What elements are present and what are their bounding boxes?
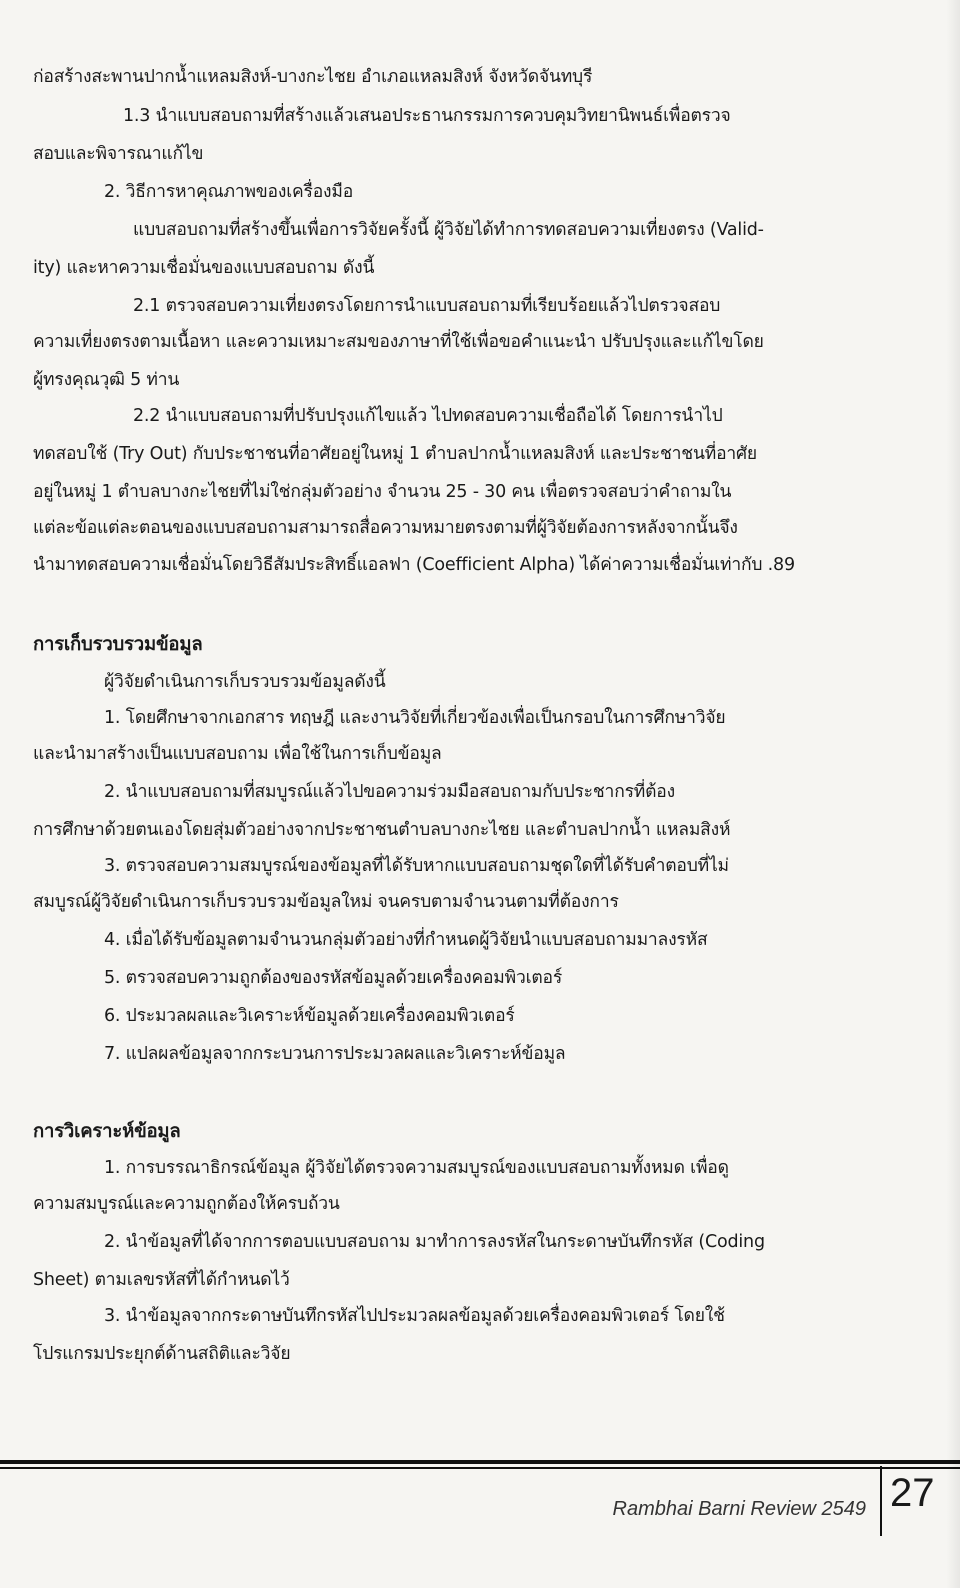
section-heading: การเก็บรวบรวมข้อมูล xyxy=(33,634,203,655)
list-item: 5. ตรวจสอบความถูกต้องของรหัสข้อมูลด้วยเครื่องคอมพิวเตอร์ xyxy=(104,968,563,988)
text-line: 2.2 นำแบบสอบถามที่ปรับปรุงแก้ไขแล้ว ไปทดสอบความเชื่อถือได้ โดยการนำไป xyxy=(133,406,723,426)
text-line: ทดสอบใช้ (Try Out) กับประชาชนที่อาศัยอยู่ในหมู่ 1 ตำบลปากน้ำแหลมสิงห์ และประชาชนที่อาศัย xyxy=(33,444,757,464)
page-number: 27 xyxy=(890,1471,935,1515)
text-line: ผู้ทรงคุณวุฒิ 5 ท่าน xyxy=(33,370,180,390)
text-line: ความเที่ยงตรงตามเนื้อหา และความเหมาะสมของภาษาที่ใช้เพื่อขอคำแนะนำ ปรับปรุงและแก้ไขโดย xyxy=(33,332,764,352)
text-line: การศึกษาด้วยตนเองโดยสุ่มตัวอย่างจากประชาชนตำบลบางกะไชย และตำบลปากน้ำ แหลมสิงห์ xyxy=(33,820,731,840)
text-line: ก่อสร้างสะพานปากน้ำแหลมสิงห์-บางกะไชย อำเภอแหลมสิงห์ จังหวัดจันทบุรี xyxy=(33,67,593,87)
text-line: 2. วิธีการหาคุณภาพของเครื่องมือ xyxy=(104,182,353,202)
text-line: และนำมาสร้างเป็นแบบสอบถาม เพื่อใช้ในการเก็บข้อมูล xyxy=(33,744,442,764)
text-line: 1.3 นำแบบสอบถามที่สร้างแล้วเสนอประธานกรรมการควบคุมวิทยานิพนธ์เพื่อตรวจ xyxy=(123,106,731,126)
text-line: ity) และหาความเชื่อมั่นของแบบสอบถาม ดังนี้ xyxy=(33,258,375,278)
list-item: 2. นำแบบสอบถามที่สมบูรณ์แล้วไปขอความร่วมมือสอบถามกับประชากรที่ต้อง xyxy=(104,782,675,802)
text-line: สมบูรณ์ผู้วิจัยดำเนินการเก็บรวบรวมข้อมูลใหม่ จนครบตามจำนวนตามที่ต้องการ xyxy=(33,892,619,912)
section-heading: การวิเคราะห์ข้อมูล xyxy=(33,1121,181,1142)
journal-title: Rambhai Barni Review 2549 xyxy=(612,1498,866,1520)
text-line: ความสมบูรณ์และความถูกต้องให้ครบถ้วน xyxy=(33,1194,340,1214)
text-line: โปรแกรมประยุกต์ด้านสถิติและวิจัย xyxy=(33,1344,291,1364)
footer-rule-thin xyxy=(0,1467,960,1469)
text-line: ผู้วิจัยดำเนินการเก็บรวบรวมข้อมูลดังนี้ xyxy=(104,672,386,692)
list-item: 3. นำข้อมูลจากกระดาษบันทึกรหัสไปประมวลผลข้อมูลด้วยเครื่องคอมพิวเตอร์ โดยใช้ xyxy=(104,1306,725,1326)
list-item: 6. ประมวลผลและวิเคราะห์ข้อมูลด้วยเครื่องคอมพิวเตอร์ xyxy=(104,1006,515,1026)
text-line: สอบและพิจารณาแก้ไข xyxy=(33,144,204,164)
text-line: แบบสอบถามที่สร้างขึ้นเพื่อการวิจัยครั้งนี้ ผู้วิจัยได้ทำการทดสอบความเที่ยงตรง (Valid- xyxy=(133,220,764,240)
footer-rule xyxy=(0,1460,960,1464)
list-item: 4. เมื่อได้รับข้อมูลตามจำนวนกลุ่มตัวอย่างที่กำหนดผู้วิจัยนำแบบสอบถามมาลงรหัส xyxy=(104,930,708,950)
text-line: นำมาทดสอบความเชื่อมั่นโดยวิธีสัมประสิทธิ์แอลฟา (Coefficient Alpha) ได้ค่าความเชื่อมั่นเท่ากับ .89 xyxy=(33,555,795,575)
text-line: 2.1 ตรวจสอบความเที่ยงตรงโดยการนำแบบสอบถามที่เรียบร้อยแล้วไปตรวจสอบ xyxy=(133,296,721,316)
footer-divider xyxy=(880,1466,882,1536)
text-line: อยู่ในหมู่ 1 ตำบลบางกะไชยที่ไม่ใช่กลุ่มตัวอย่าง จำนวน 25 - 30 คน เพื่อตรวจสอบว่าคำถามใน xyxy=(33,482,732,502)
list-item: 7. แปลผลข้อมูลจากกระบวนการประมวลผลและวิเคราะห์ข้อมูล xyxy=(104,1044,566,1064)
list-item: 1. การบรรณาธิกรณ์ข้อมูล ผู้วิจัยได้ตรวจความสมบูรณ์ของแบบสอบถามทั้งหมด เพื่อดู xyxy=(104,1158,729,1178)
text-line: แต่ละข้อแต่ละตอนของแบบสอบถามสามารถสื่อความหมายตรงตามที่ผู้วิจัยต้องการหลังจากนั้นจึง xyxy=(33,518,738,538)
list-item: 2. นำข้อมูลที่ได้จากการตอบแบบสอบถาม มาทำการลงรหัสในกระดาษบันทึกรหัส (Coding xyxy=(104,1232,765,1252)
list-item: 1. โดยศึกษาจากเอกสาร ทฤษฎี และงานวิจัยที่เกี่ยวข้องเพื่อเป็นกรอบในการศึกษาวิจัย xyxy=(104,708,726,728)
list-item: 3. ตรวจสอบความสมบูรณ์ของข้อมูลที่ได้รับหากแบบสอบถามชุดใดที่ได้รับคำตอบที่ไม่ xyxy=(104,856,729,876)
page-edge-shadow xyxy=(946,0,960,1588)
text-line: Sheet) ตามเลขรหัสที่ได้กำหนดไว้ xyxy=(33,1270,290,1290)
